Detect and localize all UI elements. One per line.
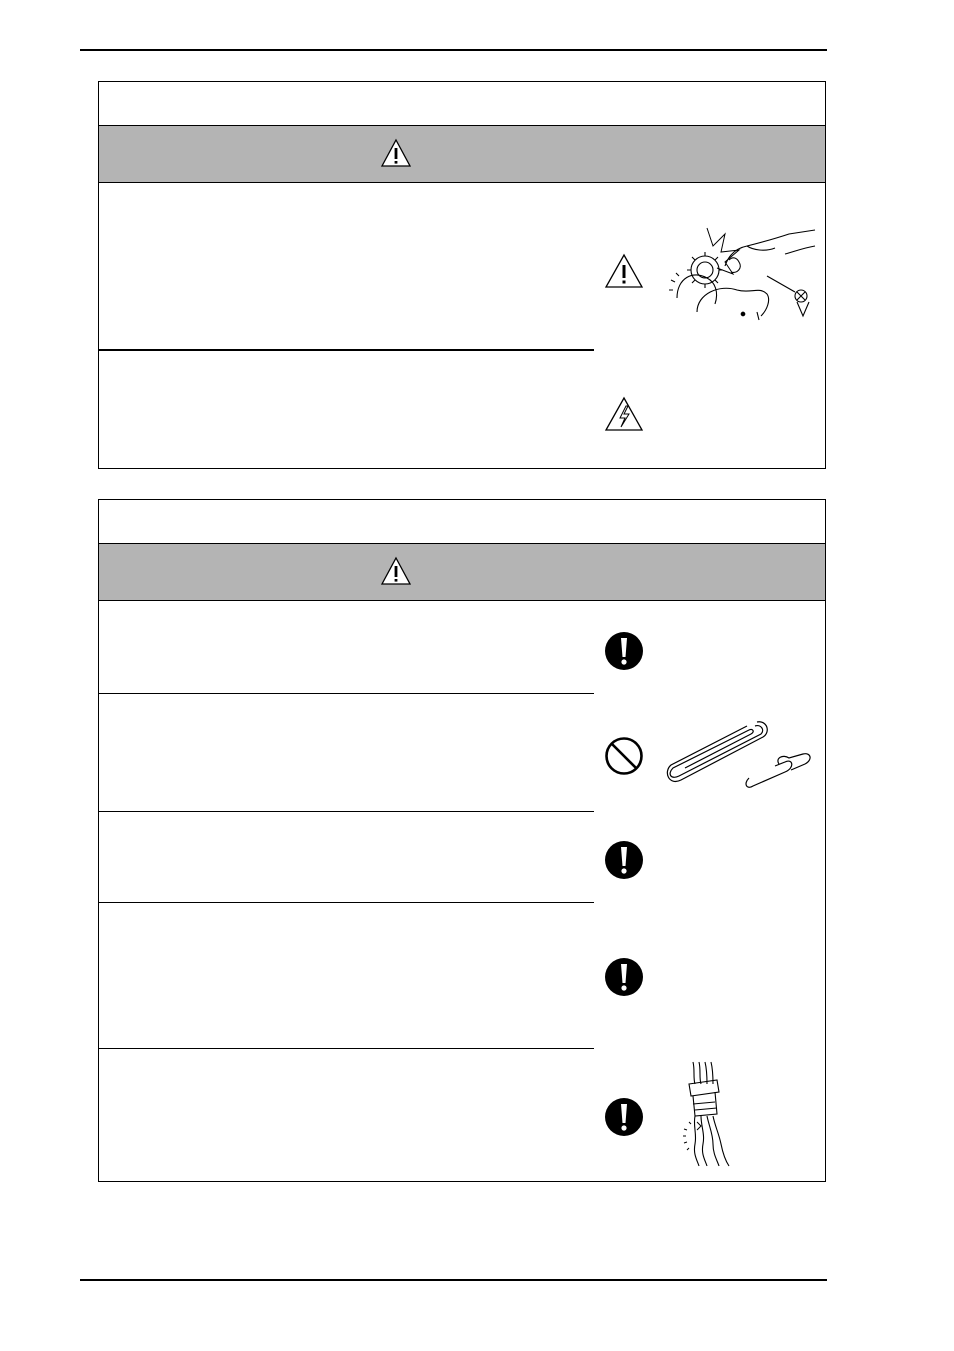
mandatory-symbol-3	[604, 957, 644, 997]
mandatory-action-icon	[604, 631, 644, 671]
warning-band-2	[99, 543, 825, 601]
mandatory-action-icon	[604, 957, 644, 997]
warning-panel-2	[98, 499, 826, 1182]
warning-triangle-icon	[604, 253, 644, 289]
mandatory-symbol-1	[604, 631, 644, 671]
high-voltage-symbol	[604, 396, 644, 432]
section-divider	[99, 693, 594, 694]
mandatory-action-icon	[604, 1097, 644, 1137]
paper-clip-illustration	[665, 720, 813, 792]
warning-triangle-icon	[380, 556, 412, 586]
warning-panel-1	[98, 81, 826, 469]
warning-band-1	[99, 125, 825, 183]
mandatory-action-icon	[604, 840, 644, 880]
section-divider	[99, 349, 594, 351]
damaged-wire-harness-illustration	[683, 1060, 735, 1168]
warning-triangle-icon	[380, 138, 412, 168]
section-divider	[99, 902, 594, 903]
header-rule	[80, 49, 827, 51]
mandatory-symbol-4	[604, 1097, 644, 1137]
caution-symbol	[604, 253, 644, 289]
high-voltage-icon	[604, 396, 644, 432]
prohibited-symbol	[604, 736, 644, 776]
section-divider	[99, 1048, 594, 1049]
mandatory-symbol-2	[604, 840, 644, 880]
hand-near-gears-illustration	[667, 220, 817, 326]
prohibited-icon	[604, 736, 644, 776]
section-divider	[99, 811, 594, 812]
footer-rule	[80, 1279, 827, 1281]
